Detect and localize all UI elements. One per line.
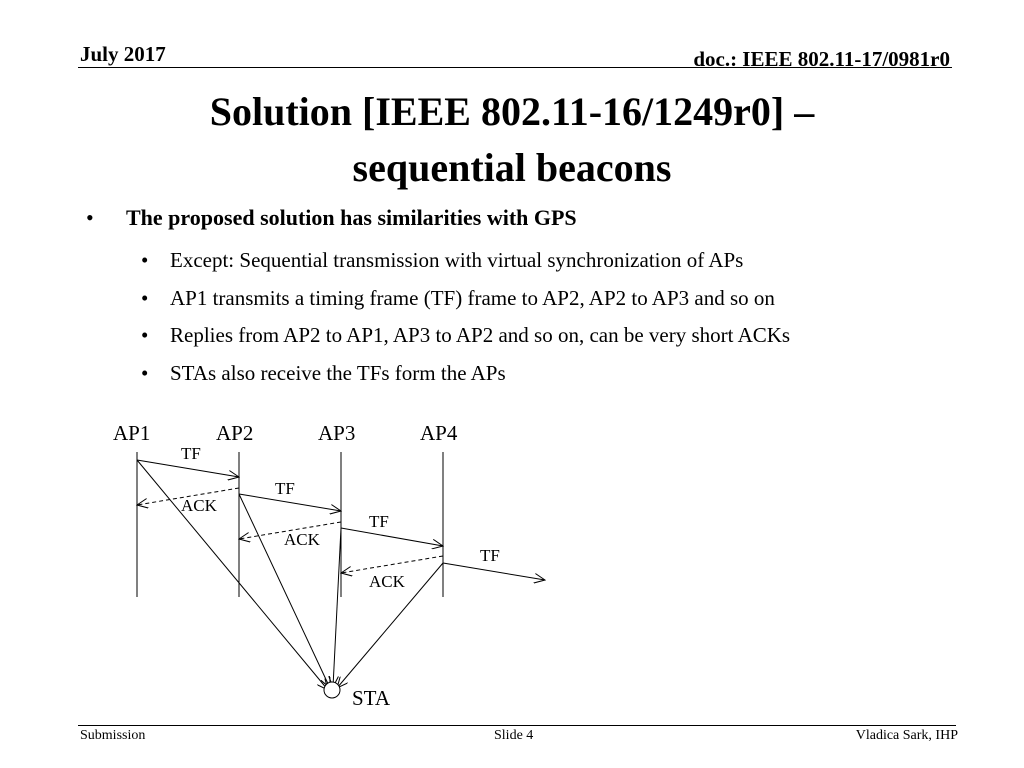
sta-node-icon: [324, 682, 340, 698]
ack-arrow-ap4-ap3: [341, 556, 443, 573]
sub-bullet-marker: •: [141, 248, 149, 272]
sub-bullet-3: Replies from AP2 to AP1, AP3 to AP2 and so on, can be very short ACKs: [170, 323, 791, 347]
sub-bullet-1: Except: Sequential transmission with virtual synchronization of APs: [170, 248, 744, 272]
header-doc-id: doc.: IEEE 802.11-17/0981r0: [693, 47, 950, 71]
sub-bullet-marker: •: [141, 361, 149, 385]
ack-label: ACK: [284, 530, 320, 549]
sub-bullet-4: STAs also receive the TFs form the APs: [170, 361, 506, 385]
ap3-label: AP3: [318, 421, 356, 445]
tf-label: TF: [275, 479, 295, 498]
footer-author: Vladica Sark, IHP: [855, 728, 958, 743]
tf-arrow-ap4-out: [443, 563, 545, 580]
sub-bullet-marker: •: [141, 323, 149, 347]
bullet-main: The proposed solution has similarities with GPS: [126, 205, 577, 230]
tf-label: TF: [480, 546, 500, 565]
footer-left: Submission: [80, 728, 146, 743]
tf-label: TF: [181, 444, 201, 463]
footer-slide-number: Slide 4: [494, 728, 534, 743]
tf-arrow-ap3-ap4: [341, 528, 443, 546]
ack-label: ACK: [369, 572, 405, 591]
header-date: July 2017: [80, 42, 166, 66]
ack-label: ACK: [181, 496, 217, 515]
slide-title-line-1: Solution [IEEE 802.11-16/1249r0] –: [209, 89, 815, 134]
ap1-label: AP1: [113, 421, 151, 445]
sta-link-ap3: [333, 528, 341, 687]
footer-rule: [78, 725, 956, 726]
sub-bullet-marker: •: [141, 286, 149, 310]
ap4-label: AP4: [420, 421, 458, 445]
sta-label: STA: [352, 686, 390, 710]
tf-label: TF: [369, 512, 389, 531]
sta-link-ap2: [239, 494, 330, 688]
ap2-label: AP2: [216, 421, 254, 445]
slide-title-line-2: sequential beacons: [352, 145, 672, 190]
sub-bullet-2: AP1 transmits a timing frame (TF) frame to AP2, AP2 to AP3 and so on: [170, 286, 775, 310]
sta-link-ap1: [137, 460, 328, 690]
bullet-marker: •: [86, 205, 94, 230]
